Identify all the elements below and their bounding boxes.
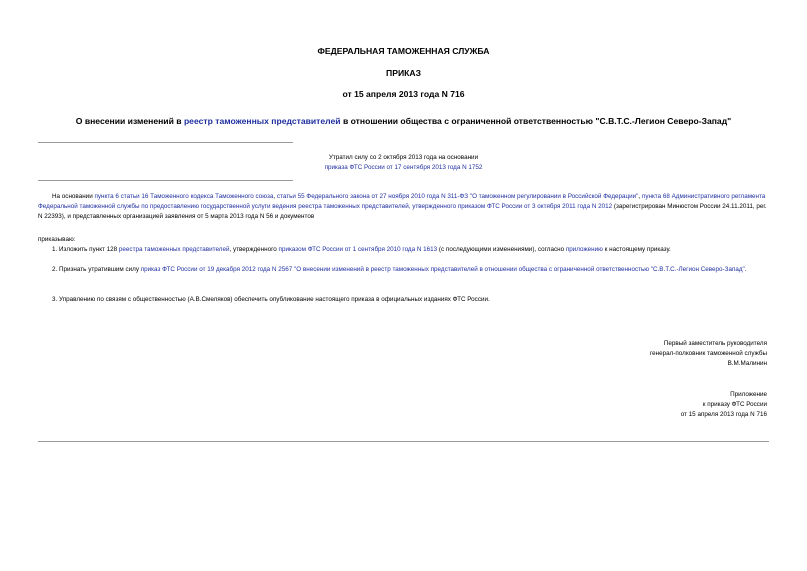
basis-sep-1: , [273, 193, 277, 200]
customs-code-link[interactable]: пункта 6 статьи 16 Таможенного кодекса Таможенного союза [94, 193, 274, 200]
order-item-2 [38, 265, 770, 275]
basis-suffix: (зарегистрирован Минюстом России 24.11.2011, рег. N 22393), и представленных организацией заявления от 5 марта 2013 года N 56 и документов [38, 203, 767, 220]
doc-title-suffix: в отношении общества с ограниченной ответственностью "С.В.Т.С.-Легион Северо-Запад" [340, 116, 732, 126]
federal-law-link[interactable]: статьи 55 Федерального закона от 27 ноября 2010 года N 311-ФЗ "О таможенном регулировании в Российской Федерации" [276, 193, 639, 200]
appendix-date: от 15 апреля 2013 года N 716 [680, 411, 767, 418]
item1-order-link[interactable]: приказом ФТС России от 1 сентября 2010 года N 1613 [278, 246, 438, 253]
item2-text-a: 2. Признать утратившим силу [52, 266, 141, 273]
basis-sep-2: , [638, 193, 642, 200]
repeal-order-link[interactable]: приказа ФТС России от 17 сентября 2013 года N 1752 [324, 164, 483, 171]
status-text: Утратил силу со 2 октября 2013 года на основании [328, 154, 479, 161]
appendix-order: к приказу ФТС России [702, 401, 767, 408]
org-name: ФЕДЕРАЛЬНАЯ ТАМОЖЕННАЯ СЛУЖБА [317, 46, 490, 56]
basis-prefix: На основании [52, 193, 95, 200]
signature-name: В.М.Малинин [727, 360, 767, 367]
signature-position: Первый заместитель руководителя [663, 340, 767, 347]
status-note [200, 153, 607, 173]
registry-link[interactable]: реестр таможенных представителей [183, 116, 341, 126]
basis-paragraph [38, 192, 770, 222]
appendix-label: Приложение [730, 391, 767, 398]
item1-text-c: (с последующими изменениями), согласно [437, 246, 566, 253]
doc-type: ПРИКАЗ [386, 68, 421, 78]
appendix-reference [681, 390, 767, 420]
signature-rank: генерал-полковник таможенной службы [649, 350, 767, 357]
doc-date-number: от 15 апреля 2013 года N 716 [342, 89, 465, 99]
doc-title [0, 116, 807, 126]
item1-text-d: к настоящему приказу. [602, 246, 671, 253]
order-word: приказываю: [38, 236, 76, 243]
order-item-1 [38, 245, 770, 255]
doc-title-prefix: О внесении изменений в [75, 116, 184, 126]
item1-appendix-link[interactable]: приложению [565, 246, 603, 253]
admin-regulation-link[interactable]: пункта 68 Административного регламента Федеральной таможенной службы по предоставлению государственной услуги ведения реестра таможенных представителей, утвержденного приказом ФТС России от 3 октября 2011 года N 2012 [38, 193, 766, 210]
divider-bottom [38, 441, 769, 442]
order-item-3: 3. Управлению по связям с общественностью (А.В.Смеляков) обеспечить опубликование настоящего приказа в официальных изданиях ФТС России. [52, 296, 490, 303]
item2-order-link[interactable]: приказ ФТС России от 19 декабря 2012 года N 2567 "О внесении изменений в реестр таможенных представителей в отношении общества с ограниченной ответственностью "С.В.Т.С.-Легион Северо-Запад" [140, 266, 745, 273]
divider-top [38, 142, 293, 143]
item1-text-a: 1. Изложить пункт 128 [52, 246, 119, 253]
divider-status [38, 180, 293, 181]
item1-text-b: , утвержденного [229, 246, 279, 253]
item2-text-b: . [744, 266, 747, 273]
signature-block [650, 339, 767, 369]
item1-registry-link[interactable]: реестра таможенных представителей [118, 246, 230, 253]
